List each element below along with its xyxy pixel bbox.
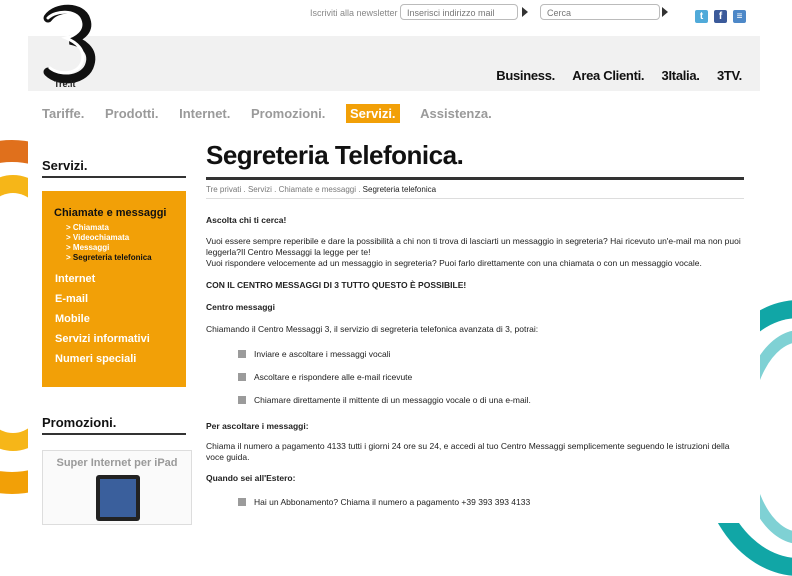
promo-divider xyxy=(42,433,186,435)
sidebar-subitems xyxy=(54,223,172,263)
newsletter-email-input[interactable]: Inserisci indirizzo mail xyxy=(400,4,518,20)
newsletter-label: Iscriviti alla newsletter xyxy=(310,8,398,18)
bullet-square-icon xyxy=(238,350,246,358)
bullet-square-icon xyxy=(238,373,246,381)
tab-tariffe[interactable]: Tariffe. xyxy=(42,106,85,121)
search-input[interactable]: Cerca xyxy=(540,4,660,20)
sidebar-item-numeri-speciali[interactable]: Numeri speciali xyxy=(55,353,137,365)
sidebar-subitem[interactable]: > Messaggi xyxy=(66,243,110,252)
nav-area-clienti[interactable]: Area Clienti. xyxy=(572,68,645,83)
tab-promozioni[interactable]: Promozioni. xyxy=(251,106,326,121)
sidebar-item-email[interactable]: E-mail xyxy=(55,293,89,305)
promo-title: Promozioni. xyxy=(42,415,117,430)
breadcrumb-item[interactable]: Servizi xyxy=(247,185,272,194)
facebook-icon[interactable]: f xyxy=(714,10,727,23)
sidebar-subitem[interactable]: > Videochiamata xyxy=(66,233,130,242)
breadcrumb-current: Segreteria telefonica xyxy=(362,185,437,194)
sidebar-divider xyxy=(42,176,186,178)
sidebar-item-internet[interactable]: Internet xyxy=(55,273,96,285)
list-item: Ascoltare e rispondere alle e-mail ricevute xyxy=(238,372,746,382)
twitter-icon[interactable]: t xyxy=(695,10,708,23)
search-submit-arrow-icon[interactable] xyxy=(662,7,668,17)
heading-ascoltare: Per ascoltare i messaggi: xyxy=(206,421,309,431)
sidebar-subitem-active[interactable]: > Segreteria telefonica xyxy=(66,253,152,262)
list-item: Chiamare direttamente il mittente di un messaggio vocale o di una e-mail. xyxy=(238,395,746,405)
breadcrumb-divider xyxy=(206,198,744,199)
tab-prodotti[interactable]: Prodotti. xyxy=(105,106,159,121)
tab-assistenza[interactable]: Assistenza. xyxy=(420,106,492,121)
breadcrumb-item[interactable]: Tre privati xyxy=(206,185,242,194)
promo-banner[interactable] xyxy=(42,450,192,525)
tab-internet[interactable]: Internet. xyxy=(179,106,231,121)
heading-caps: CON IL CENTRO MESSAGGI DI 3 TUTTO QUESTO È POSSIBILE! xyxy=(206,280,467,290)
list-item: Inviare e ascoltare i messaggi vocali xyxy=(238,349,746,359)
paragraph-ascoltare: Chiama il numero a pagamento 4133 tutti i giorni 24 ore su 24, e accedi al tuo Centro Messaggi semplicemente seguendo le istruzioni della voce guida. xyxy=(206,441,730,462)
nav-3tv[interactable]: 3TV. xyxy=(716,68,742,83)
list-item: Hai un Abbonamento? Chiama il numero a pagamento +39 393 393 4133 xyxy=(238,497,746,507)
tab-servizi[interactable]: Servizi. xyxy=(346,104,400,123)
bullet-square-icon xyxy=(238,498,246,506)
title-divider xyxy=(206,177,744,180)
rss-icon[interactable]: ≡ xyxy=(733,10,746,23)
paragraph-intro-2: Vuoi rispondere velocemente ad un messaggio in segreteria? Puoi farlo direttamente con una chiamata o con un messaggio vocale. xyxy=(206,258,702,268)
heading-centro-messaggi: Centro messaggi xyxy=(206,302,275,312)
ipad-image xyxy=(96,475,140,521)
sidebar-subitem[interactable]: > Chiamata xyxy=(66,223,109,232)
paragraph-intro: Vuoi essere sempre reperibile e dare la possibilità a chi non ti trova di lasciarti un messaggio in segreteria? Hai ricevuto un'e-mail ma non puoi leggerla?Il Centro Messaggi la legge per te! xyxy=(206,236,741,257)
logo-text: Tre.it xyxy=(54,79,76,89)
sidebar-item-mobile[interactable]: Mobile xyxy=(55,313,90,325)
tre-logo-icon[interactable] xyxy=(36,4,100,88)
sidebar-item-servizi-informativi[interactable]: Servizi informativi xyxy=(55,333,150,345)
main-content xyxy=(206,140,746,507)
page xyxy=(28,0,760,523)
main-tabs xyxy=(42,104,509,123)
breadcrumb-item[interactable]: Chiamate e messaggi xyxy=(278,185,356,194)
top-navigation xyxy=(482,68,742,83)
sidebar-title: Servizi. xyxy=(42,158,88,173)
promo-banner-label: Super Internet per iPad xyxy=(56,457,178,469)
bullet-square-icon xyxy=(238,396,246,404)
paragraph-centro: Chiamando il Centro Messaggi 3, il servizio di segreteria telefonica avanzata di 3, potrai: xyxy=(206,324,539,334)
page-title: Segreteria Telefonica. xyxy=(206,140,464,170)
sidebar-menu xyxy=(42,191,186,387)
nav-business[interactable]: Business. xyxy=(496,68,555,83)
breadcrumb: Tre privati . Servizi . Chiamate e messaggi . Segreteria telefonica xyxy=(206,185,437,194)
utility-bar xyxy=(28,4,760,22)
newsletter-submit-arrow-icon[interactable] xyxy=(522,7,528,17)
nav-3italia[interactable]: 3Italia. xyxy=(661,68,700,83)
sidebar-item-chiamate-e-messaggi[interactable]: Chiamate e messaggi xyxy=(54,207,167,219)
heading-ascolta: Ascolta chi ti cerca! xyxy=(206,215,287,225)
heading-estero: Quando sei all'Estero: xyxy=(206,473,296,483)
sidebar-current-section xyxy=(54,207,172,263)
